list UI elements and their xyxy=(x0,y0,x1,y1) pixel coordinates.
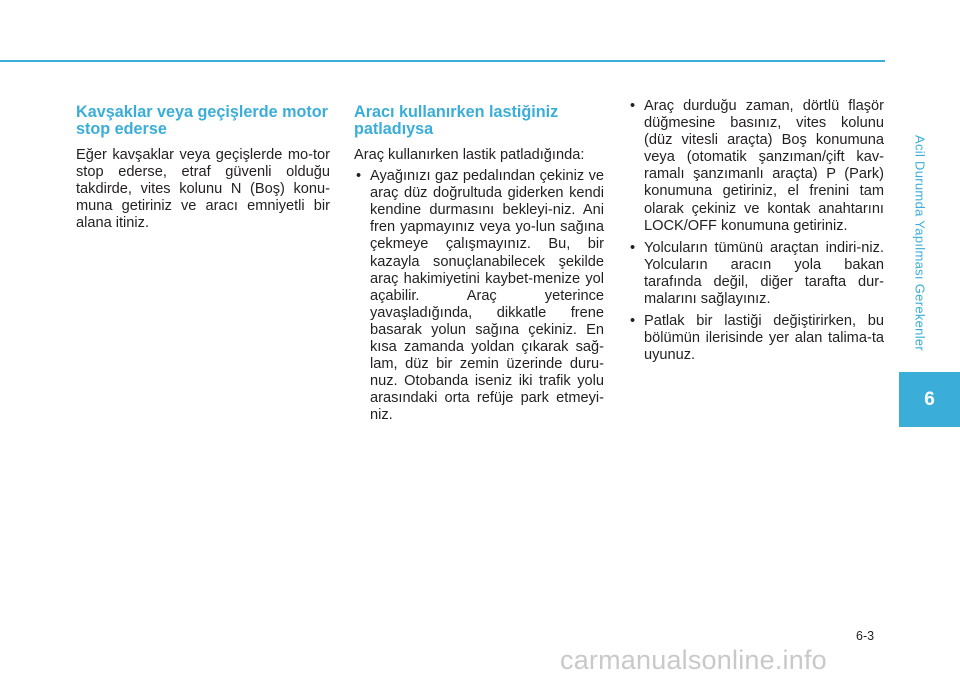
section-heading-flat-tire: Aracı kullanırken lastiğiniz patladıysa xyxy=(354,103,559,138)
section-heading-stalled-engine: Kavşaklar veya geçişlerde motor stop ederse xyxy=(76,103,328,138)
list-item: • Patlak bir lastiği değiştirirken, bu bölümün ilerisinde yer alan talima-ta uyunuz. xyxy=(628,313,884,364)
section-body-stalled-engine: Eğer kavşaklar veya geçişlerde mo-tor stop ederse, etraf güvenli olduğu takdirde, vites kolunu N (Boş) konu-muna getiriniz ve aracı emniyetli bir alana itiniz. xyxy=(76,147,330,232)
header-rule xyxy=(0,60,885,62)
chapter-number-tab: 6 xyxy=(899,372,960,427)
list-item: • Araç durduğu zaman, dörtlü flaşör düğmesine basınız, vites kolunu (düz vitesli araçta) Boş konumuna veya (otomatik şanzıman/çift kav-ramalı şanzımanlı araçta) P (Park) konumuna getiriniz, el frenini tam olarak çekiniz ve kontak anahtarını LOCK/OFF konumuna getiriniz. xyxy=(628,98,884,235)
watermark-text: carmanualsonline.info xyxy=(560,645,827,675)
page-number: 6-3 xyxy=(856,629,875,643)
list-item: • Ayağınızı gaz pedalından çekiniz ve araç düz doğrultuda giderken kendi kendine durmasını bekleyi-niz. Ani fren yapmayınız veya yo-lun sağına çekmeye çalışmayınız. Bu, bir kazayla sonuçlanabilecek şekilde araç hakimiyetini kaybet-menize yol açabilir. Araç yeterince yavaşladığında, dikkatle frene basarak yolun sağına çekiniz. En kısa zamanda yoldan çıkarak sağ-lam, düz bir zemin üzerinde duru-nuz. Otobanda iseniz iki trafik yolu arasındaki orta refüje park etmeyi-niz. xyxy=(354,168,604,424)
column-left xyxy=(76,104,330,232)
flat-tire-bullet-list-continued xyxy=(628,98,884,364)
chapter-side-title: Acil Durumda Yapılması Gerekenler xyxy=(912,135,928,352)
column-middle xyxy=(354,104,604,429)
list-item: • Yolcuların tümünü araçtan indiri-niz. Yolcuların aracın yola bakan tarafında değil, diğer tarafta dur-malarını sağlayınız. xyxy=(628,240,884,308)
column-right xyxy=(628,98,884,369)
section-intro-flat-tire: Araç kullanırken lastik patladığında: xyxy=(354,147,585,163)
flat-tire-bullet-list xyxy=(354,168,604,424)
